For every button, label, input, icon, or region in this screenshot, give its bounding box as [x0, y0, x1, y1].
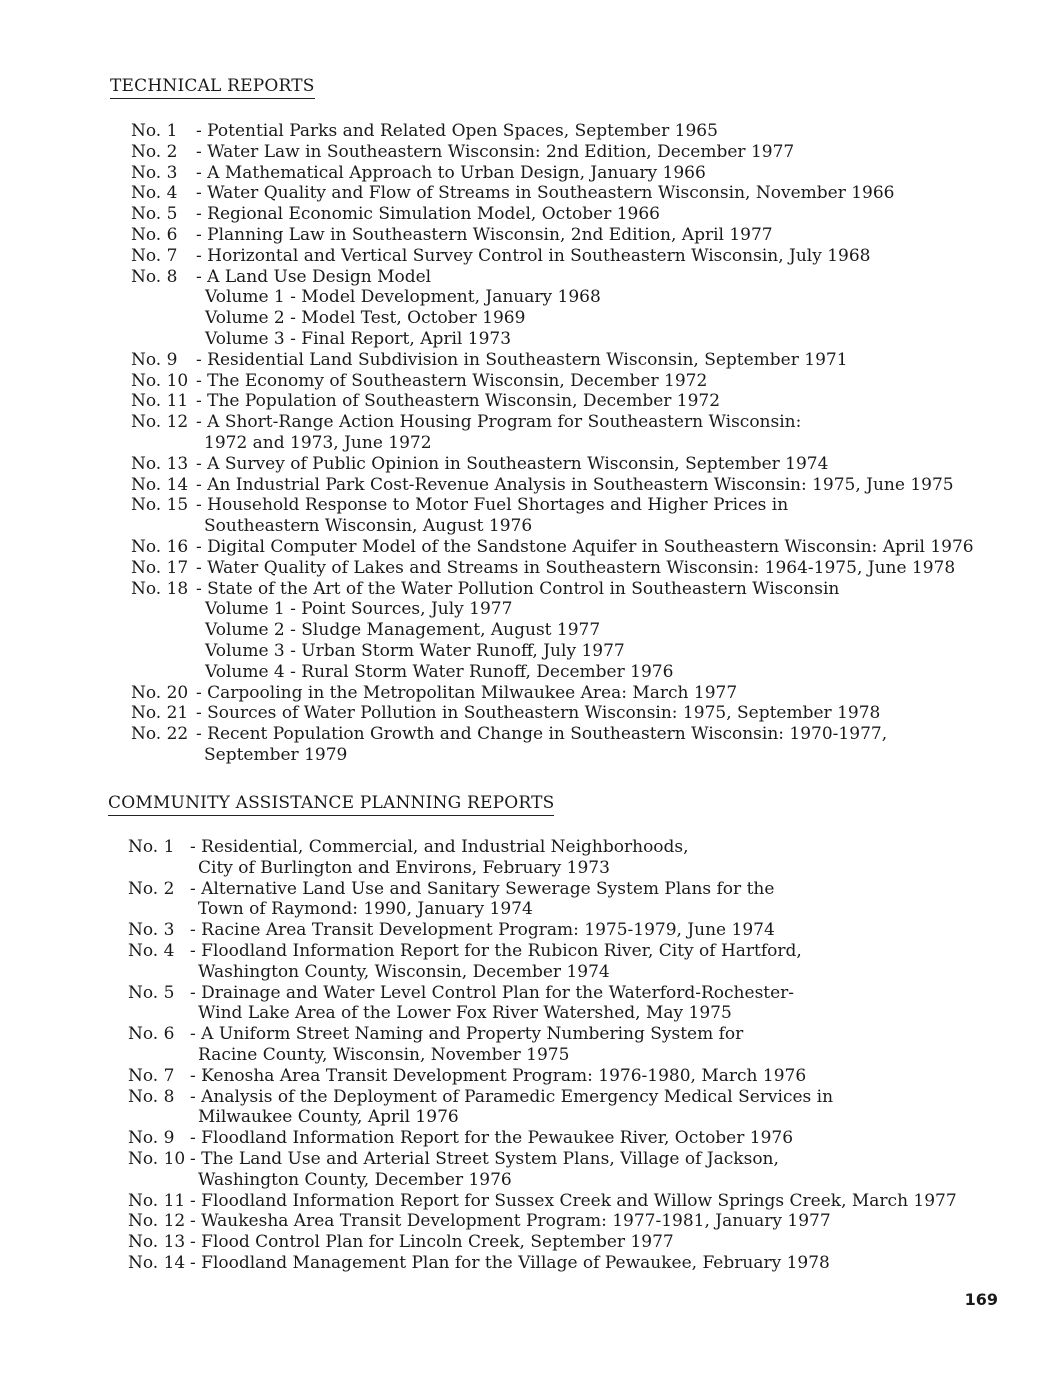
report-title [190, 1191, 1008, 1212]
report-title-line: - Horizontal and Vertical Survey Control in Southeastern Wisconsin, July 1968 [196, 245, 871, 266]
report-title [190, 1253, 1008, 1274]
report-title [190, 837, 1008, 879]
report-title [196, 683, 1011, 704]
report-title [190, 1128, 1008, 1149]
report-title-line: - An Industrial Park Cost-Revenue Analysis in Southeastern Wisconsin: 1975, June 1975 [196, 474, 954, 495]
report-title-line: - The Population of Southeastern Wisconsin, December 1972 [196, 391, 721, 412]
report-entry [131, 142, 1011, 163]
report-volume-line: Volume 1 - Model Development, January 1968 [205, 287, 601, 308]
report-title [196, 537, 1011, 558]
report-number: No. 5 [128, 982, 175, 1003]
report-number: No. 4 [128, 940, 175, 961]
report-number: No. 13 [128, 1232, 186, 1253]
report-title-line: - Waukesha Area Transit Development Program: 1977-1981, January 1977 [190, 1211, 831, 1232]
report-entry [131, 683, 1011, 704]
report-number: No. 3 [128, 920, 175, 941]
report-title [196, 121, 1011, 142]
report-entry [128, 1253, 1008, 1274]
report-entry [128, 1149, 1008, 1191]
report-title [190, 941, 1008, 983]
report-title-line: - Analysis of the Deployment of Paramedic Emergency Medical Services in [190, 1086, 834, 1107]
report-number: No. 6 [131, 224, 178, 245]
report-number: No. 8 [128, 1086, 175, 1107]
report-title-continuation: Racine County, Wisconsin, November 1975 [198, 1044, 570, 1065]
report-number: No. 17 [131, 557, 189, 578]
technical-reports-list [131, 121, 1011, 766]
report-entry [128, 1128, 1008, 1149]
report-title [196, 454, 1011, 475]
report-title [196, 350, 1011, 371]
report-title [196, 183, 1011, 204]
report-title [196, 703, 1011, 724]
report-title-line: - Digital Computer Model of the Sandstone Aquifer in Southeastern Wisconsin: April 1976 [196, 536, 974, 557]
report-title [190, 920, 1008, 941]
report-volume-line: Volume 2 - Sludge Management, August 1977 [205, 620, 601, 641]
report-number: No. 7 [128, 1065, 175, 1086]
report-title-line: - The Economy of Southeastern Wisconsin, December 1972 [196, 370, 708, 391]
report-volume-line: Volume 2 - Model Test, October 1969 [205, 308, 526, 329]
report-number: No. 15 [131, 495, 189, 516]
report-title-line: - Water Law in Southeastern Wisconsin: 2nd Edition, December 1977 [196, 141, 795, 162]
report-entry [131, 703, 1011, 724]
report-title [196, 246, 1011, 267]
report-number: No. 22 [131, 724, 189, 745]
report-entry [128, 1211, 1008, 1232]
report-title [196, 724, 1011, 766]
report-entry [131, 391, 1011, 412]
report-title-continuation: Milwaukee County, April 1976 [198, 1107, 459, 1128]
report-title [190, 1066, 1008, 1087]
report-volume-line: Volume 1 - Point Sources, July 1977 [205, 599, 513, 620]
report-title-line: - Alternative Land Use and Sanitary Sewerage System Plans for the [190, 878, 775, 899]
report-title-continuation: Wind Lake Area of the Lower Fox River Watershed, May 1975 [198, 1003, 732, 1024]
report-title [196, 475, 1011, 496]
report-number: No. 1 [128, 837, 175, 857]
report-entry [131, 454, 1011, 475]
report-number: No. 21 [131, 703, 189, 724]
report-entry [128, 920, 1008, 941]
report-entry [128, 1191, 1008, 1212]
report-entry [131, 558, 1011, 579]
report-title [190, 983, 1008, 1025]
report-title [196, 371, 1011, 392]
report-number: No. 7 [131, 245, 178, 266]
community-reports-list [128, 837, 1008, 1274]
report-title-line: - Kenosha Area Transit Development Program: 1976-1980, March 1976 [190, 1065, 807, 1086]
report-entry [131, 537, 1011, 558]
report-title-line: - A Land Use Design Model [196, 266, 432, 287]
report-title-line: - Planning Law in Southeastern Wisconsin, 2nd Edition, April 1977 [196, 224, 773, 245]
report-number: No. 16 [131, 536, 189, 557]
report-entry [128, 1024, 1008, 1066]
report-title-line: - Water Quality and Flow of Streams in Southeastern Wisconsin, November 1966 [196, 183, 895, 204]
report-entry [131, 121, 1011, 142]
report-title [196, 412, 1011, 454]
technical-reports-heading: TECHNICAL REPORTS [110, 76, 315, 99]
report-number: No. 14 [128, 1252, 186, 1273]
report-title [196, 225, 1011, 246]
report-title [196, 142, 1011, 163]
report-title-line: - Drainage and Water Level Control Plan for the Waterford-Rochester- [190, 982, 795, 1003]
report-entry [131, 412, 1011, 454]
report-title-continuation: Washington County, December 1976 [198, 1169, 512, 1190]
report-entry [131, 163, 1011, 184]
report-entry [131, 350, 1011, 371]
report-entry [131, 495, 1011, 537]
report-title-continuation: 1972 and 1973, June 1972 [204, 432, 432, 453]
report-entry [131, 225, 1011, 246]
report-title [196, 495, 1011, 537]
report-title-line: - Residential, Commercial, and Industrial Neighborhoods, [190, 837, 689, 857]
report-title [190, 1149, 1008, 1191]
report-number: No. 9 [128, 1128, 175, 1149]
report-number: No. 5 [131, 204, 178, 225]
report-title-continuation: Town of Raymond: 1990, January 1974 [198, 899, 533, 920]
report-entry [128, 983, 1008, 1025]
report-title-line: - Flood Control Plan for Lincoln Creek, September 1977 [190, 1232, 674, 1253]
report-title [196, 579, 1011, 683]
report-number: No. 1 [131, 121, 178, 141]
report-title-line: - Racine Area Transit Development Program: 1975-1979, June 1974 [190, 920, 775, 941]
report-title-line: - Floodland Information Report for Sussex Creek and Willow Springs Creek, March 1977 [190, 1190, 957, 1211]
report-number: No. 8 [131, 266, 178, 287]
report-title [190, 879, 1008, 921]
community-reports-heading: COMMUNITY ASSISTANCE PLANNING REPORTS [108, 793, 554, 816]
report-title-line: - Recent Population Growth and Change in Southeastern Wisconsin: 1970-1977, [196, 724, 888, 745]
report-title-continuation: Washington County, Wisconsin, December 1974 [198, 961, 610, 982]
report-number: No. 9 [131, 349, 178, 370]
report-title [190, 1211, 1008, 1232]
report-entry [128, 941, 1008, 983]
report-entry [128, 837, 1008, 879]
report-number: No. 12 [131, 412, 189, 433]
report-title-line: - Sources of Water Pollution in Southeastern Wisconsin: 1975, September 1978 [196, 703, 881, 724]
report-entry [131, 246, 1011, 267]
report-title [196, 391, 1011, 412]
report-title-line: - Water Quality of Lakes and Streams in Southeastern Wisconsin: 1964-1975, June 1978 [196, 557, 956, 578]
report-title-line: - Carpooling in the Metropolitan Milwaukee Area: March 1977 [196, 682, 738, 703]
report-title-line: - A Uniform Street Naming and Property Numbering System for [190, 1024, 744, 1045]
report-title-continuation: City of Burlington and Environs, February 1973 [198, 857, 610, 878]
report-volume-line: Volume 3 - Urban Storm Water Runoff, July 1977 [205, 640, 625, 661]
report-title-line: - A Short-Range Action Housing Program for Southeastern Wisconsin: [196, 412, 802, 433]
report-number: No. 10 [131, 370, 189, 391]
report-entry [131, 724, 1011, 766]
report-number: No. 6 [128, 1024, 175, 1045]
report-title [190, 1024, 1008, 1066]
report-number: No. 20 [131, 682, 189, 703]
report-number: No. 11 [128, 1190, 186, 1211]
report-number: No. 14 [131, 474, 189, 495]
report-title [196, 204, 1011, 225]
report-entry [131, 475, 1011, 496]
report-title [196, 163, 1011, 184]
report-entry [128, 1066, 1008, 1087]
report-title-line: - Floodland Management Plan for the Village of Pewaukee, February 1978 [190, 1252, 830, 1273]
report-entry [131, 204, 1011, 225]
report-title-continuation: Southeastern Wisconsin, August 1976 [204, 516, 533, 537]
report-number: No. 11 [131, 391, 189, 412]
report-title-continuation: September 1979 [204, 744, 348, 765]
report-number: No. 12 [128, 1211, 186, 1232]
report-entry [131, 371, 1011, 392]
report-entry [128, 1087, 1008, 1129]
report-title [190, 1087, 1008, 1129]
report-title-line: - Floodland Information Report for the Rubicon River, City of Hartford, [190, 940, 802, 961]
report-number: No. 2 [131, 141, 178, 162]
report-volume-line: Volume 3 - Final Report, April 1973 [205, 328, 512, 349]
report-title-line: - Household Response to Motor Fuel Shortages and Higher Prices in [196, 495, 789, 516]
report-title-line: - Potential Parks and Related Open Spaces, September 1965 [196, 121, 718, 141]
report-number: No. 10 [128, 1148, 186, 1169]
report-title-line: - The Land Use and Arterial Street System Plans, Village of Jackson, [190, 1148, 779, 1169]
report-number: No. 18 [131, 578, 189, 599]
report-entry [131, 267, 1011, 350]
report-title-line: - Regional Economic Simulation Model, October 1966 [196, 204, 660, 225]
report-number: No. 4 [131, 183, 178, 204]
report-entry [131, 579, 1011, 683]
report-volume-line: Volume 4 - Rural Storm Water Runoff, December 1976 [205, 661, 674, 682]
page-number: 169 [964, 1290, 998, 1309]
report-title-line: - State of the Art of the Water Pollution Control in Southeastern Wisconsin [196, 578, 840, 599]
report-number: No. 13 [131, 453, 189, 474]
report-number: No. 2 [128, 878, 175, 899]
report-title [196, 267, 1011, 350]
report-title [196, 558, 1011, 579]
report-title-line: - Floodland Information Report for the Pewaukee River, October 1976 [190, 1128, 794, 1149]
report-entry [128, 1232, 1008, 1253]
report-title-line: - Residential Land Subdivision in Southeastern Wisconsin, September 1971 [196, 349, 848, 370]
report-title-line: - A Survey of Public Opinion in Southeastern Wisconsin, September 1974 [196, 453, 829, 474]
report-entry [128, 879, 1008, 921]
report-number: No. 3 [131, 162, 178, 183]
report-title [190, 1232, 1008, 1253]
report-title-line: - A Mathematical Approach to Urban Design, January 1966 [196, 162, 706, 183]
report-entry [131, 183, 1011, 204]
